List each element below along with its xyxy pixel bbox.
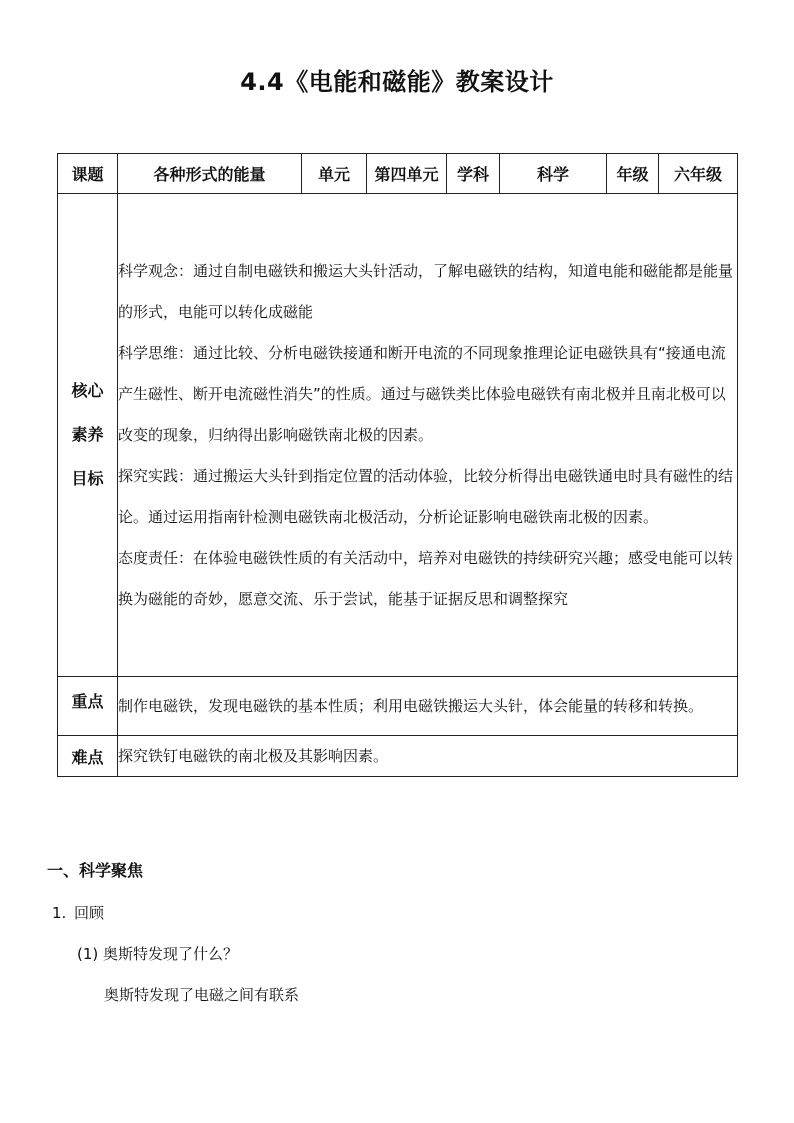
- section-title: 一、科学聚焦: [47, 861, 144, 880]
- item-label: 回顾: [74, 904, 105, 922]
- core-label-line: 核心: [71, 381, 104, 400]
- core-literacy-row: [58, 194, 738, 677]
- unit-value: 第四单元: [367, 154, 447, 194]
- core-literacy-content: [118, 194, 738, 677]
- document-title: 4.4《电能和磁能》教案设计: [240, 68, 554, 96]
- science-thinking-paragraph: 科学思维：通过比较、分析电磁铁接通和断开电流的不同现象推理论证电磁铁具有“接通电流产生磁性、断开电流磁性消失”的性质。通过与磁铁类比体验电磁铁有南北极并且南北极可以改变的现象，归纳得出影响磁铁南北极的因素。: [118, 343, 726, 444]
- key-point-row: [58, 677, 738, 736]
- inquiry-practice-paragraph: 探究实践：通过搬运大头针到指定位置的活动体验，比较分析得出电磁铁通电时具有磁性的结论。通过运用指南针检测电磁铁南北极活动，分析论证影响电磁铁南北极的因素。: [118, 466, 734, 526]
- science-concept-paragraph: 科学观念：通过自制电磁铁和搬运大头针活动，了解电磁铁的结构，知道电能和磁能都是能量的形式，电能可以转化成磁能: [118, 261, 734, 321]
- difficulty-row: [58, 736, 738, 777]
- core-label-line: 素养: [71, 425, 104, 444]
- attitude-responsibility-paragraph: 态度责任：在体验电磁铁性质的有关活动中，培养对电磁铁的持续研究兴趣；感受电能可以转换为磁能的奇妙，愿意交流、乐于尝试，能基于证据反思和调整探究: [118, 548, 734, 608]
- difficulty-content: 探究铁钉电磁铁的南北极及其影响因素。: [118, 736, 738, 777]
- table-header-row: [58, 154, 738, 194]
- core-label-line: 目标: [71, 469, 104, 488]
- grade-value: 六年级: [659, 154, 738, 194]
- difficulty-label: 难点: [58, 736, 118, 777]
- item-number: 1.: [52, 904, 67, 922]
- grade-label: 年级: [607, 154, 659, 194]
- answer-text: 奥斯特发现了电磁之间有联系: [104, 986, 300, 1004]
- question-text: (1) 奥斯特发现了什么？: [77, 945, 239, 963]
- unit-label: 单元: [302, 154, 367, 194]
- subject-value: 科学: [500, 154, 607, 194]
- list-item: [52, 902, 104, 923]
- key-point-content: 制作电磁铁，发现电磁铁的基本性质；利用电磁铁搬运大头针，体会能量的转移和转换。: [118, 677, 738, 736]
- key-point-label: 重点: [58, 677, 118, 736]
- core-literacy-label: [58, 194, 118, 677]
- topic-label: 课题: [58, 154, 118, 194]
- lesson-plan-table: [57, 153, 738, 777]
- subject-label: 学科: [447, 154, 500, 194]
- topic-value: 各种形式的能量: [118, 154, 302, 194]
